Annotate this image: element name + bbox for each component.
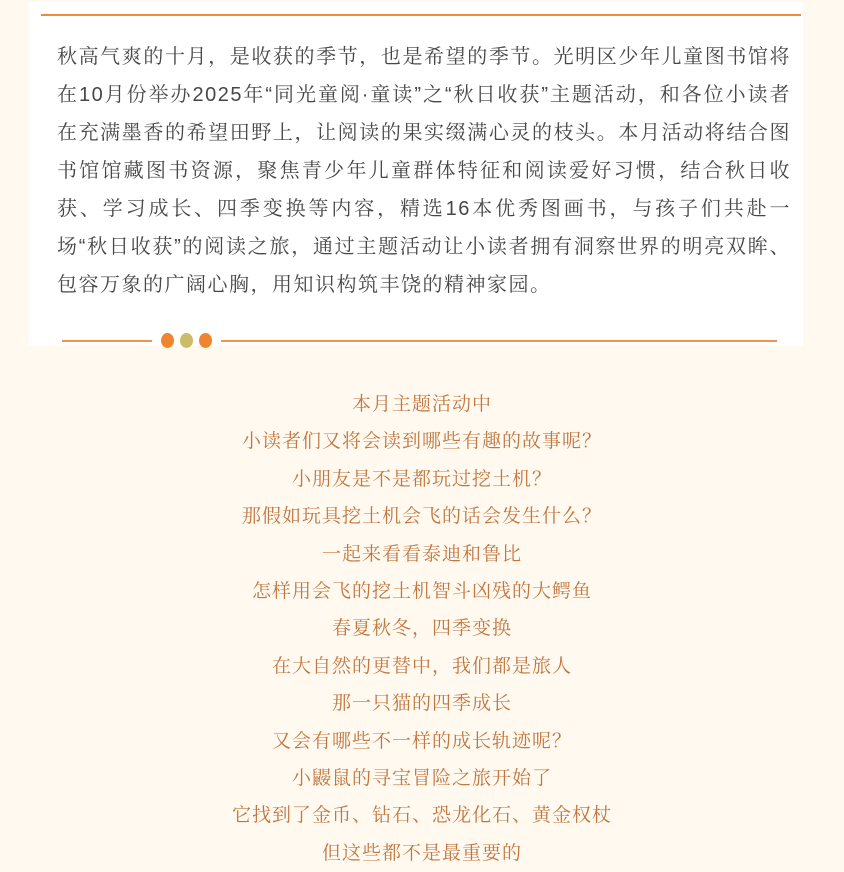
intro-paragraph: 秋高气爽的十月，是收获的季节，也是希望的季节。光明区少年儿童图书馆将在10月份举办2025年“同光童阅·童读”之“秋日收获”主题活动，和各位小读者在充满墨香的希望田野上，让阅读的果实缀满心灵的枝头。本月活动将结合图书馆馆藏图书资源，聚焦青少年儿童群体特征和阅读爱好习惯，结合秋日收获、学习成长、四季变换等内容，精选16本优秀图画书，与孩子们共赴一场“秋日收获”的阅读之旅，通过主题活动让小读者拥有洞察世界的明亮双眸、包容万象的广阔心胸，用知识构筑丰饶的精神家园。: [57, 46, 791, 296]
dot-olive-middle: [180, 333, 193, 348]
poem-line: 又会有哪些不一样的成长轨迹呢？: [271, 730, 572, 752]
poem-line: 怎样用会飞的挖土机智斗凶残的大鳄鱼: [251, 581, 592, 603]
poem-line: 但这些都不是最重要的: [321, 842, 522, 864]
poem-section: [0, 386, 844, 872]
dot-orange-right: [199, 333, 212, 348]
poem-line: 小朋友是不是都玩过挖土机？: [291, 468, 552, 490]
intro-card: [29, 2, 803, 346]
poem-line: 春夏秋冬，四季变换: [331, 618, 512, 640]
poem-line: 它找到了金币、钻石、恐龙化石、黄金权杖: [231, 805, 612, 827]
divider-line-right: [221, 340, 777, 342]
divider-line-left: [62, 340, 152, 342]
section-divider: [62, 333, 777, 348]
poem-line: 在大自然的更替中，我们都是旅人: [271, 655, 572, 677]
dot-orange-left: [161, 333, 174, 348]
divider-dots: [161, 333, 212, 348]
poem-line: 本月主题活动中: [351, 394, 492, 415]
poem-line: 小读者们又将会读到哪些有趣的故事呢？: [241, 431, 602, 453]
poem-line: 一起来看看泰迪和鲁比: [321, 543, 522, 565]
poem-line: 那假如玩具挖土机会飞的话会发生什么？: [241, 506, 602, 528]
top-rule-divider: [41, 14, 801, 16]
poem-line: 小鼹鼠的寻宝冒险之旅开始了: [291, 768, 552, 790]
poem-line: 那一只猫的四季成长: [331, 693, 512, 715]
